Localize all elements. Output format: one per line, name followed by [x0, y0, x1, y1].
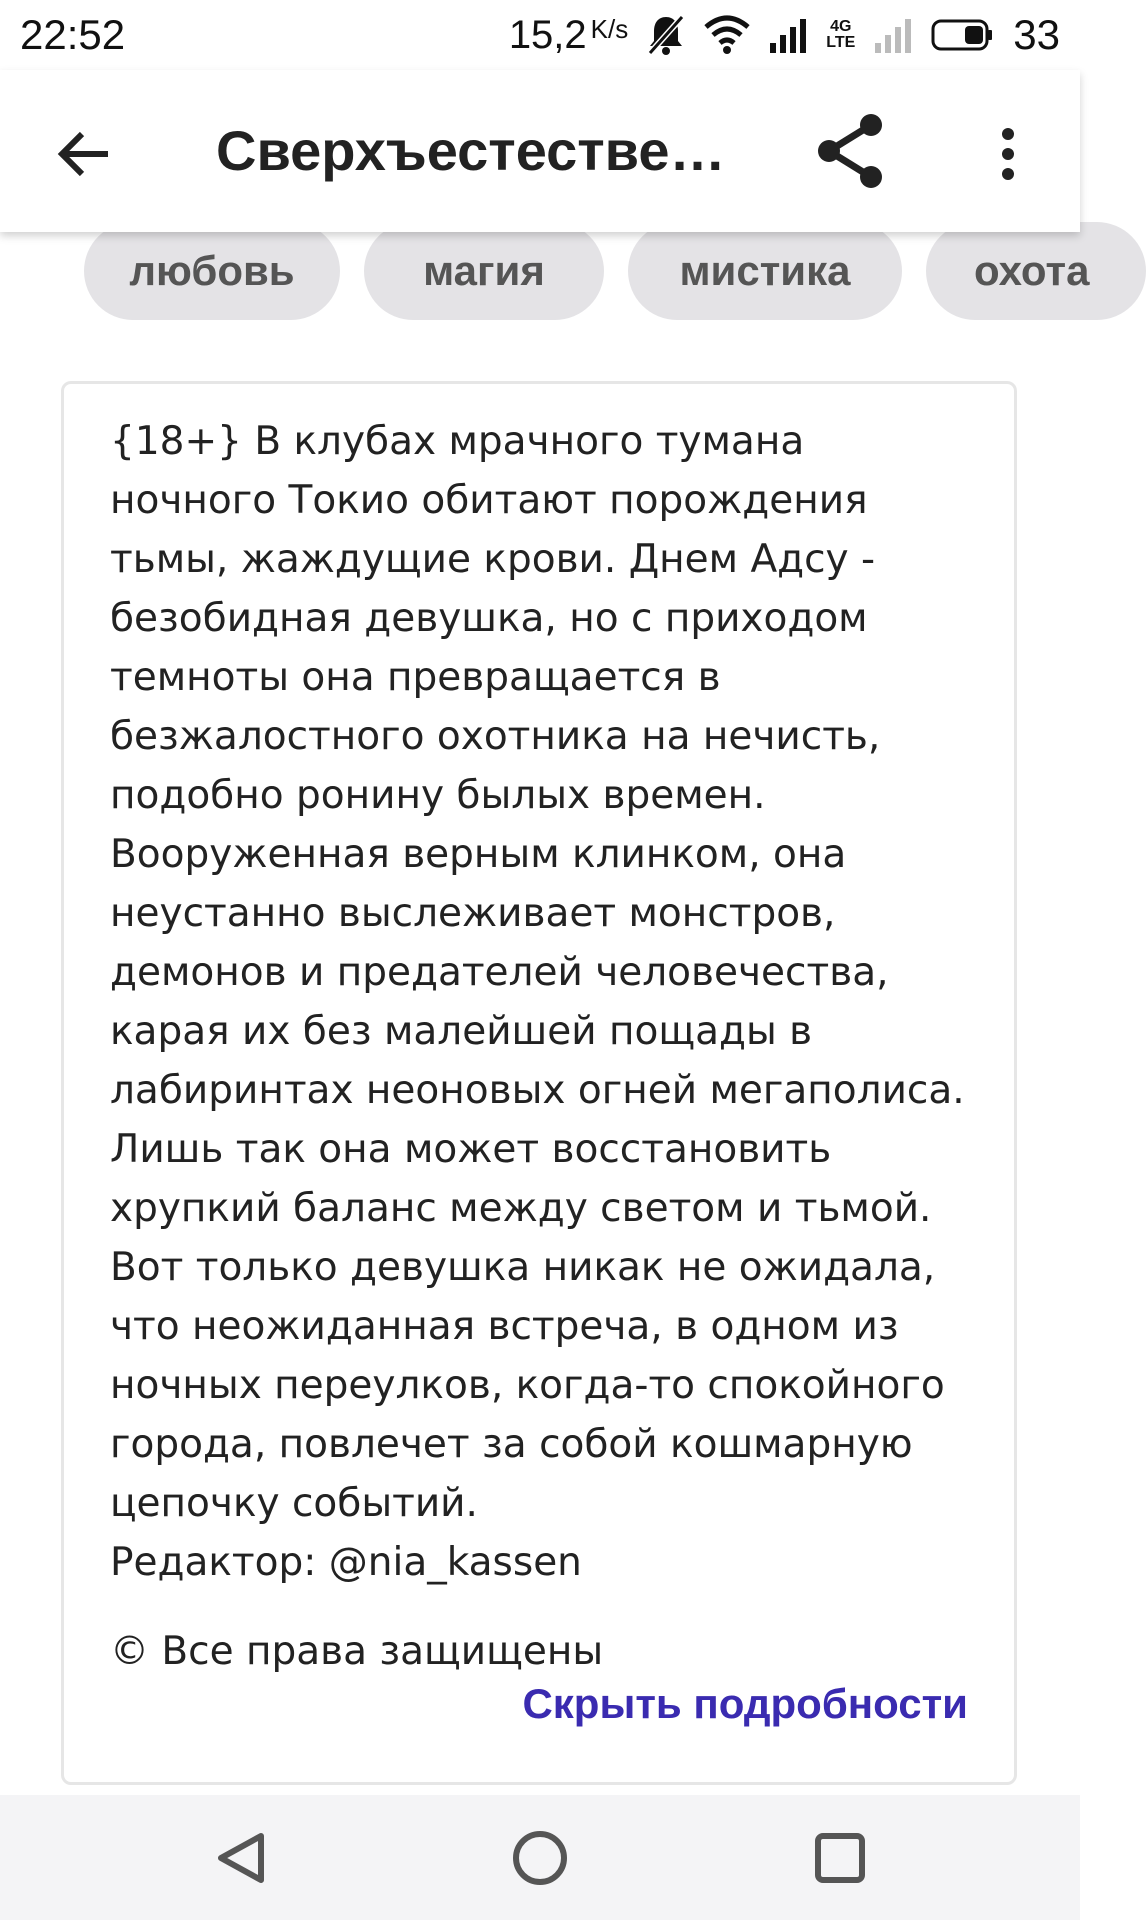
tag-chip[interactable]: мистика — [628, 222, 902, 320]
app-bar — [0, 70, 1080, 232]
share-icon — [813, 113, 889, 189]
nav-back-button[interactable] — [206, 1823, 276, 1893]
nav-home-button[interactable] — [505, 1823, 575, 1893]
page-title: Сверхъестестве… — [216, 119, 726, 182]
wifi-icon — [704, 15, 750, 55]
nav-recents-button[interactable] — [805, 1823, 875, 1893]
tags-row — [0, 232, 1090, 322]
description-text: {18+} В клубах мрачного тумана ночного Токио обитают порождения тьмы, жаждущие крови. Днем Адсу - безобидная девушка, но с приходом темноты она превращается в безжалостного охотника на нечисть, подобно ронину былых времен. Вооруженная верным клинком, она неустанно выслеживает монстров, демонов и предателей человечества, карая их без малейшей пощады в лабиринтах неоновых огней мегаполиса. Лишь так она может восстановить хрупкий баланс между светом и тьмой. Вот только девушка никак не ожидала, что неожиданная встреча, в одном из ночных переулков, когда-то спокойного города, повлечет за собой кошмарную цепочку событий. Редактор: @nia_kassen — [110, 419, 965, 1585]
system-nav-bar — [0, 1795, 1080, 1920]
tag-chip[interactable]: охота — [926, 222, 1146, 320]
recents-square-icon — [812, 1830, 868, 1886]
status-time: 22:52 — [20, 11, 126, 58]
back-arrow-icon — [56, 130, 112, 178]
share-button[interactable] — [806, 106, 896, 196]
net-speed — [509, 13, 628, 58]
back-triangle-icon — [213, 1830, 269, 1886]
signal-icon — [768, 17, 808, 53]
status-bar — [0, 0, 1080, 70]
net-speed-value: 15,2 — [508, 12, 587, 57]
tag-chip[interactable]: магия — [364, 222, 604, 320]
more-options-button[interactable] — [968, 114, 1048, 194]
network-type-badge — [826, 19, 855, 51]
network-type: 4G — [830, 18, 852, 35]
tag-chip[interactable]: любовь — [84, 222, 340, 320]
net-speed-unit: K/s — [590, 13, 629, 44]
description-card — [61, 381, 1017, 1785]
battery-icon — [931, 18, 995, 52]
status-icons — [509, 11, 1080, 59]
back-button[interactable] — [44, 114, 124, 194]
more-vert-icon — [998, 126, 1018, 182]
hide-details-button[interactable]: Скрыть подробности — [522, 1680, 968, 1727]
bell-off-icon — [646, 13, 686, 57]
copyright-text: © Все права защищены — [110, 1629, 604, 1674]
battery-level: 33 — [1013, 11, 1060, 58]
signal-empty-icon — [873, 17, 913, 53]
network-sub: LTE — [826, 34, 856, 51]
home-circle-icon — [510, 1828, 570, 1888]
